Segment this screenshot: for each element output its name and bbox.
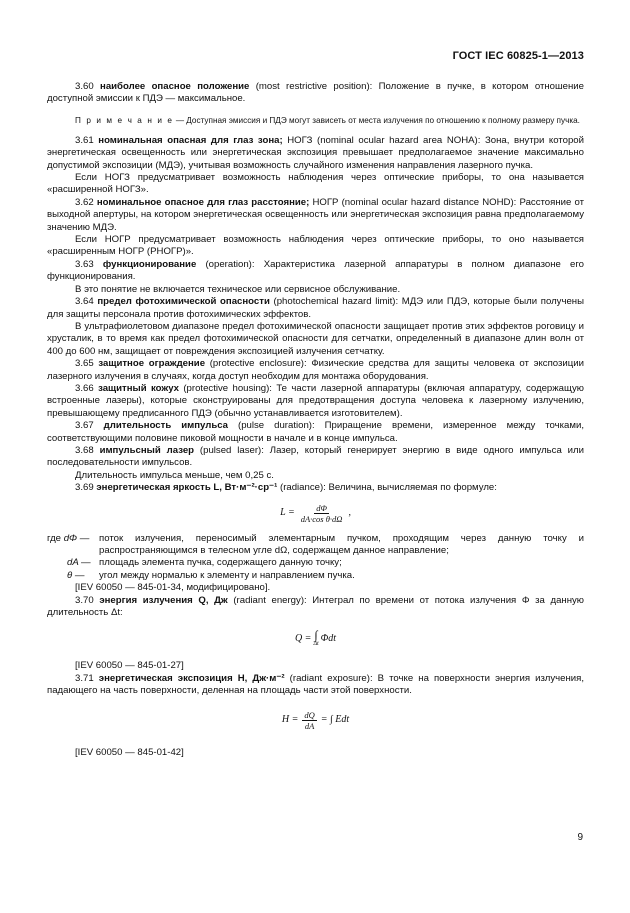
term-3-69: 3.69 энергетическая яркость L, Вт·м⁻²·ср⁻¹ (radiance): Величина, вычисляемая по формуле:: [75, 482, 497, 494]
exposure-formula: H = $\frac{dQ}{dA}$ = ∫ Edt: [281, 709, 350, 731]
reference: [IEV 60050 — 845-01-34, модифицировано].: [75, 582, 271, 594]
term-3-61: 3.61 номинальная опасная для глаз зона; НОГЗ (nominal ocular hazard area NOHA): Зона, внутри которой энергетическая освещенность или энергетическая экспозиция превышает предполагаемое значение максимально допустимой экспозиции (МДЭ), учитывая возможность случайного изменения направления лазерного пучка.: [47, 134, 584, 171]
definition-row: dA — площадь элемента пучка, содержащего данную точку;: [67, 557, 342, 569]
document-body: [47, 81, 584, 759]
term-3-71: 3.71 энергетическая экспозиция H, Дж·м⁻² (radiant exposure): В точке на поверхности энергия излучения, падающего на часть поверхности, деленная на площадь части этой поверхности.: [47, 672, 584, 697]
reference: [IEV 60050 — 845-01-27]: [75, 660, 184, 672]
standard-header: ГОСТ IEC 60825-1—2013: [452, 50, 584, 62]
term-3-63: 3.63 функционирование (operation): Характеристика лазерной аппаратуры в полном диапазоне его функционирования.: [47, 258, 584, 283]
term-3-68: 3.68 импульсный лазер (pulsed laser): Лазер, который генерирует энергию в виде одного импульса или последовательности импульсов.: [47, 444, 584, 469]
term-3-62-extra: Если НОГР предусматривает возможность наблюдения через оптические приборы, то оно называется «расширенным НОГР (РНОГР)».: [47, 234, 584, 258]
energy-formula: Q = ∫ Δt Φdt: [294, 628, 337, 648]
term-3-66: 3.66 защитный кожух (protective housing): Те части лазерной аппаратуры (включая аппаратуру, содержащую встроенные лазеры), которые сконструированы для предотвращения доступа человека к лазерному излучению, превышающему предписанного ПДЭ (обычно устанавливается изготовителем).: [47, 382, 585, 419]
term-3-64: 3.64 предел фотохимической опасности (photochemical hazard limit): МДЭ или ПДЭ, которые были получены для защиты персонала против фотохимических эффектов.: [47, 296, 584, 320]
term-3-63-extra: В это понятие не включается техническое или сервисное обслуживание.: [75, 283, 401, 295]
term-3-62: 3.62 номинальное опасное для глаз расстояние; НОГР (nominal ocular hazard distance NOHD): Расстояние от выходной апертуры, на котором энергетическая освещенность или энергетическая экспозиция равна предполагаемому значению МДЭ.: [47, 196, 585, 233]
radiance-formula: L = $\frac{d\Phi}{\text{dA·cos θ·dΩ}}$ ,: [280, 502, 351, 524]
term-3-61-extra: Если НОГЗ предусматривает возможность наблюдения через оптические приборы, то она называется «расширенной НОГЗ».: [47, 172, 584, 196]
page-number: 9: [577, 832, 583, 843]
definition-row: θ — угол между нормалью к элементу и направлением пучка.: [67, 569, 355, 581]
term-3-67: 3.67 длительность импульса (pulse duration): Приращение времени, измеренное между точками, соответствующими половине пиковой мощности в начале и в конце импульса.: [47, 420, 584, 444]
note-3-60: П р и м е ч а н и е — Доступная эмиссия и ПДЭ могут зависеть от места излучения по отношению к полному размеру пучка.: [75, 115, 580, 125]
term-3-68-extra: Длительность импульса меньше, чем 0,25 с.: [75, 469, 274, 481]
term-3-60: 3.60 наиболее опасное положение (most restrictive position): Положение в пучке, в котором отношение доступной эмиссии к ПДЭ — максимальное.: [47, 81, 584, 105]
term-3-70: 3.70 энергия излучения Q, Дж (radiant energy): Интеграл по времени от потока излучения Φ за данную длительность Δt:: [47, 594, 584, 619]
term-3-65: 3.65 защитное ограждение (protective enclosure): Физические средства для защиты человека от экспозиции лазерного излучения в случаях, когда доступ необходим для монтажа оборудования.: [47, 358, 584, 382]
reference: [IEV 60050 — 845-01-42]: [75, 746, 184, 758]
term-3-64-extra: В ультрафиолетовом диапазоне предел фотохимической опасности защищает против этих эффектов роговицу и хрусталик, в то время как предел фотохимической опасности для сетчатки, определенный в диапазоне длин волн от 400 до 600 нм, защищает от повреждения экспозицией излучения сетчатку.: [47, 320, 584, 357]
definition-row: где dΦ — поток излучения, переносимый элементарным пучком, проходящим через данную точку и распространяющимся в телесном угле dΩ, содержащем данное направление;: [47, 532, 584, 556]
